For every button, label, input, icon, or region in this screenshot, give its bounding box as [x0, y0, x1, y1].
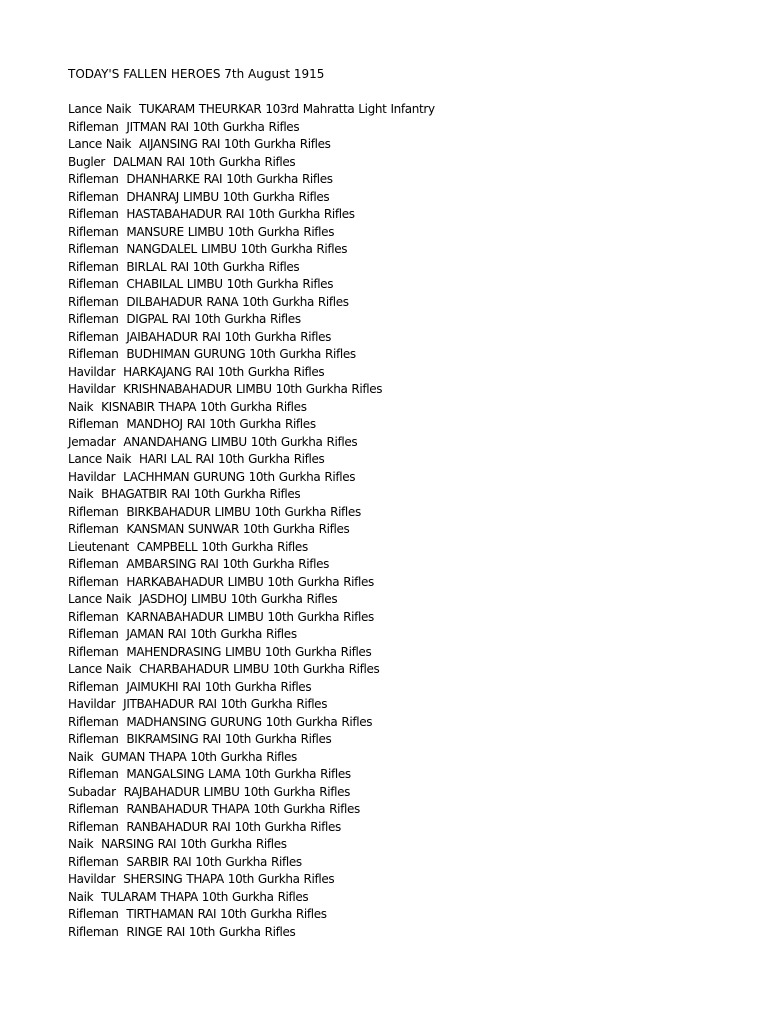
casualty-list	[68, 101, 435, 941]
casualty-entry: Rifleman HASTABAHADUR RAI 10th Gurkha Rifles	[68, 207, 355, 221]
casualty-entry: Rifleman DHANHARKE RAI 10th Gurkha Rifles	[68, 172, 333, 186]
casualty-entry: Naik BHAGATBIR RAI 10th Gurkha Rifles	[68, 487, 301, 501]
casualty-entry: Rifleman DIGPAL RAI 10th Gurkha Rifles	[68, 312, 301, 326]
casualty-entry: Rifleman TIRTHAMAN RAI 10th Gurkha Rifles	[68, 907, 327, 921]
casualty-entry: Rifleman MANDHOJ RAI 10th Gurkha Rifles	[68, 417, 316, 431]
casualty-entry: Rifleman BIRKBAHADUR LIMBU 10th Gurkha Rifles	[68, 504, 361, 519]
casualty-entry: Havildar KRISHNABAHADUR LIMBU 10th Gurkha Rifles	[68, 382, 383, 396]
casualty-entry: Rifleman KARNABAHADUR LIMBU 10th Gurkha Rifles	[68, 609, 374, 624]
casualty-entry: Rifleman JAIMUKHI RAI 10th Gurkha Rifles	[68, 679, 312, 694]
casualty-entry: Rifleman HARKABAHADUR LIMBU 10th Gurkha Rifles	[68, 574, 374, 589]
casualty-entry: Rifleman MADHANSING GURUNG 10th Gurkha Rifles	[68, 714, 373, 729]
casualty-entry: Naik GUMAN THAPA 10th Gurkha Rifles	[68, 749, 297, 764]
casualty-entry: Rifleman BUDHIMAN GURUNG 10th Gurkha Rifles	[68, 347, 356, 361]
casualty-entry: Havildar SHERSING THAPA 10th Gurkha Rifles	[68, 872, 335, 886]
casualty-entry: Rifleman MANSURE LIMBU 10th Gurkha Rifles	[68, 224, 335, 239]
casualty-entry: Lance Naik HARI LAL RAI 10th Gurkha Rifles	[68, 452, 325, 466]
casualty-entry: Rifleman BIRLAL RAI 10th Gurkha Rifles	[68, 259, 300, 274]
casualty-entry: Jemadar ANANDAHANG LIMBU 10th Gurkha Rifles	[68, 434, 358, 449]
casualty-entry: Rifleman KANSMAN SUNWAR 10th Gurkha Rifles	[68, 522, 350, 536]
casualty-entry: Lance Naik AIJANSING RAI 10th Gurkha Rifles	[68, 137, 331, 151]
casualty-entry: Lieutenant CAMPBELL 10th Gurkha Rifles	[68, 539, 308, 554]
casualty-entry: Havildar HARKAJANG RAI 10th Gurkha Rifles	[68, 364, 325, 379]
casualty-entry: Havildar JITBAHADUR RAI 10th Gurkha Rifles	[68, 697, 328, 711]
casualty-entry: Rifleman RANBAHADUR THAPA 10th Gurkha Rifles	[68, 802, 360, 816]
casualty-entry: Rifleman CHABILAL LIMBU 10th Gurkha Rifles	[68, 277, 334, 291]
casualty-entry: Rifleman RINGE RAI 10th Gurkha Rifles	[68, 924, 296, 939]
casualty-entry: Naik TULARAM THAPA 10th Gurkha Rifles	[68, 889, 309, 904]
casualty-entry: Rifleman JAMAN RAI 10th Gurkha Rifles	[68, 627, 297, 641]
casualty-entry: Havildar LACHHMAN GURUNG 10th Gurkha Rifles	[68, 469, 356, 484]
casualty-entry: Lance Naik JASDHOJ LIMBU 10th Gurkha Rifles	[68, 592, 338, 606]
casualty-entry: Rifleman MAHENDRASING LIMBU 10th Gurkha Rifles	[68, 644, 372, 659]
casualty-entry: Rifleman NANGDALEL LIMBU 10th Gurkha Rifles	[68, 242, 348, 256]
casualty-entry: Naik KISNABIR THAPA 10th Gurkha Rifles	[68, 399, 307, 414]
casualty-entry: Bugler DALMAN RAI 10th Gurkha Rifles	[68, 154, 296, 169]
casualty-entry: Rifleman MANGALSING LAMA 10th Gurkha Rifles	[68, 767, 351, 781]
casualty-entry: Subadar RAJBAHADUR LIMBU 10th Gurkha Rifles	[68, 784, 351, 799]
casualty-entry: Naik NARSING RAI 10th Gurkha Rifles	[68, 837, 287, 851]
casualty-entry: Rifleman JITMAN RAI 10th Gurkha Rifles	[68, 119, 300, 134]
casualty-entry: Rifleman DILBAHADUR RANA 10th Gurkha Rifles	[68, 294, 349, 309]
casualty-entry: Rifleman DHANRAJ LIMBU 10th Gurkha Rifles	[68, 189, 330, 204]
casualty-entry: Rifleman SARBIR RAI 10th Gurkha Rifles	[68, 854, 302, 869]
casualty-entry: Lance Naik CHARBAHADUR LIMBU 10th Gurkha Rifles	[68, 662, 380, 676]
casualty-entry: Rifleman RANBAHADUR RAI 10th Gurkha Rifles	[68, 819, 341, 834]
casualty-entry: Rifleman AMBARSING RAI 10th Gurkha Rifles	[68, 557, 330, 571]
casualty-entry: Rifleman BIKRAMSING RAI 10th Gurkha Rifles	[68, 732, 332, 746]
document-title: TODAY'S FALLEN HEROES 7th August 1915	[68, 67, 325, 81]
casualty-entry: Lance Naik TUKARAM THEURKAR 103rd Mahratta Light Infantry	[68, 102, 435, 116]
casualty-entry: Rifleman JAIBAHADUR RAI 10th Gurkha Rifles	[68, 329, 332, 344]
